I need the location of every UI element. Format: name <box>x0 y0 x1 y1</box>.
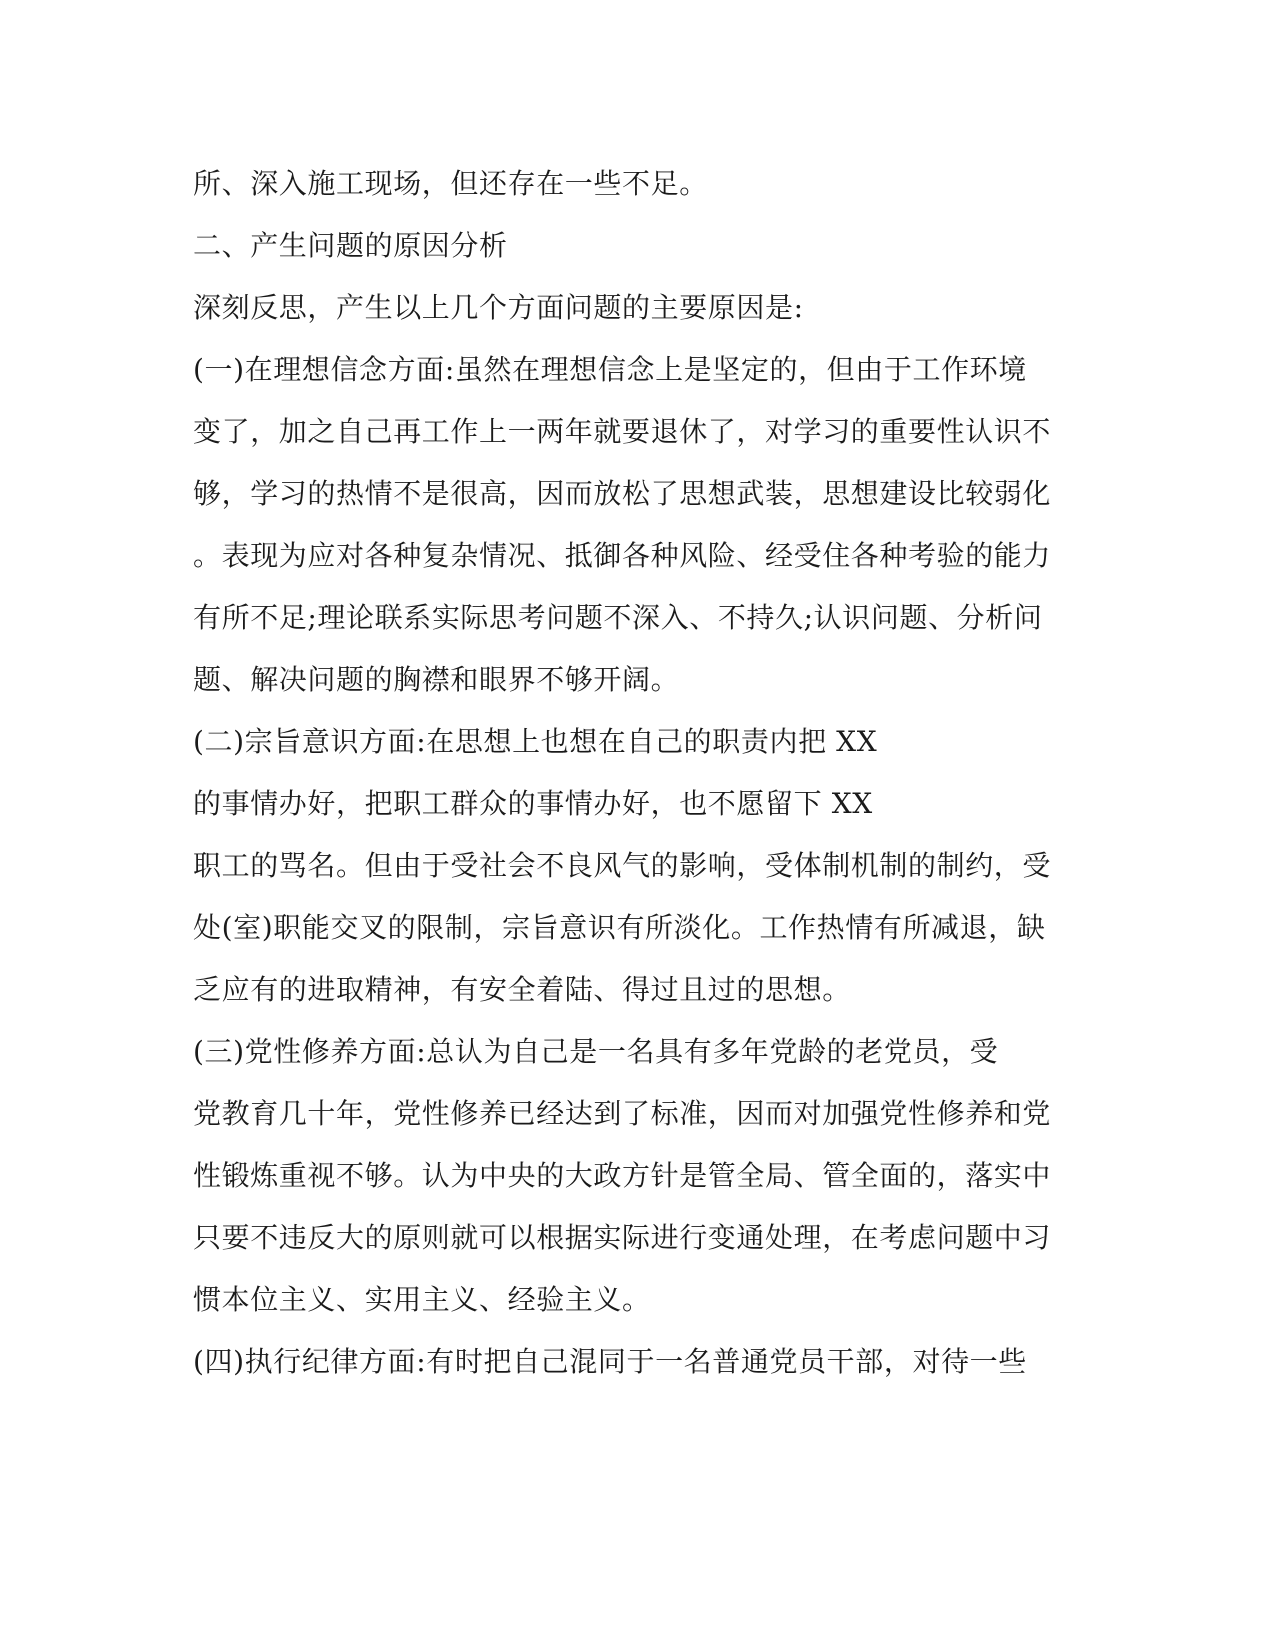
text-line: 变了，加之自己再工作上一两年就要退休了，对学习的重要性认识不 <box>193 415 1052 448</box>
text-line: 深刻反思，产生以上几个方面问题的主要原因是: <box>193 291 804 324</box>
text-line: 的事情办好，把职工群众的事情办好，也不愿留下 XX <box>193 787 873 820</box>
text-line: 题、解决问题的胸襟和眼界不够开阔。 <box>193 663 680 696</box>
section-heading: 二、产生问题的原因分析 <box>193 229 508 262</box>
text-line: 党教育几十年，党性修养已经达到了标准，因而对加强党性修养和党 <box>193 1097 1052 1130</box>
text-line: (二)宗旨意识方面:在思想上也想在自己的职责内把 XX <box>193 725 878 758</box>
text-line: 惯本位主义、实用主义、经验主义。 <box>193 1283 651 1316</box>
text-line: 有所不足;理论联系实际思考问题不深入、不持久;认识问题、分析问 <box>193 601 1043 634</box>
text-line: 所、深入施工现场，但还存在一些不足。 <box>193 167 708 200</box>
text-line: 。表现为应对各种复杂情况、抵御各种风险、经受住各种考验的能力 <box>193 539 1052 572</box>
text-line: (三)党性修养方面:总认为自己是一名具有多年党龄的老党员，受 <box>193 1035 999 1068</box>
text-line: 乏应有的进取精神，有安全着陆、得过且过的思想。 <box>193 973 851 1006</box>
text-line: 性锻炼重视不够。认为中央的大政方针是管全局、管全面的，落实中 <box>193 1159 1052 1192</box>
text-line: (一)在理想信念方面:虽然在理想信念上是坚定的，但由于工作环境 <box>193 353 1027 386</box>
text-line: 职工的骂名。但由于受社会不良风气的影响，受体制机制的制约，受 <box>193 849 1052 882</box>
text-line: 只要不违反大的原则就可以根据实际进行变通处理，在考虑问题中习 <box>193 1221 1052 1254</box>
text-line: 够，学习的热情不是很高，因而放松了思想武装，思想建设比较弱化 <box>193 477 1052 510</box>
text-line: 处(室)职能交叉的限制，宗旨意识有所淡化。工作热情有所减退，缺 <box>193 911 1046 944</box>
text-line: (四)执行纪律方面:有时把自己混同于一名普通党员干部，对待一些 <box>193 1345 1027 1378</box>
